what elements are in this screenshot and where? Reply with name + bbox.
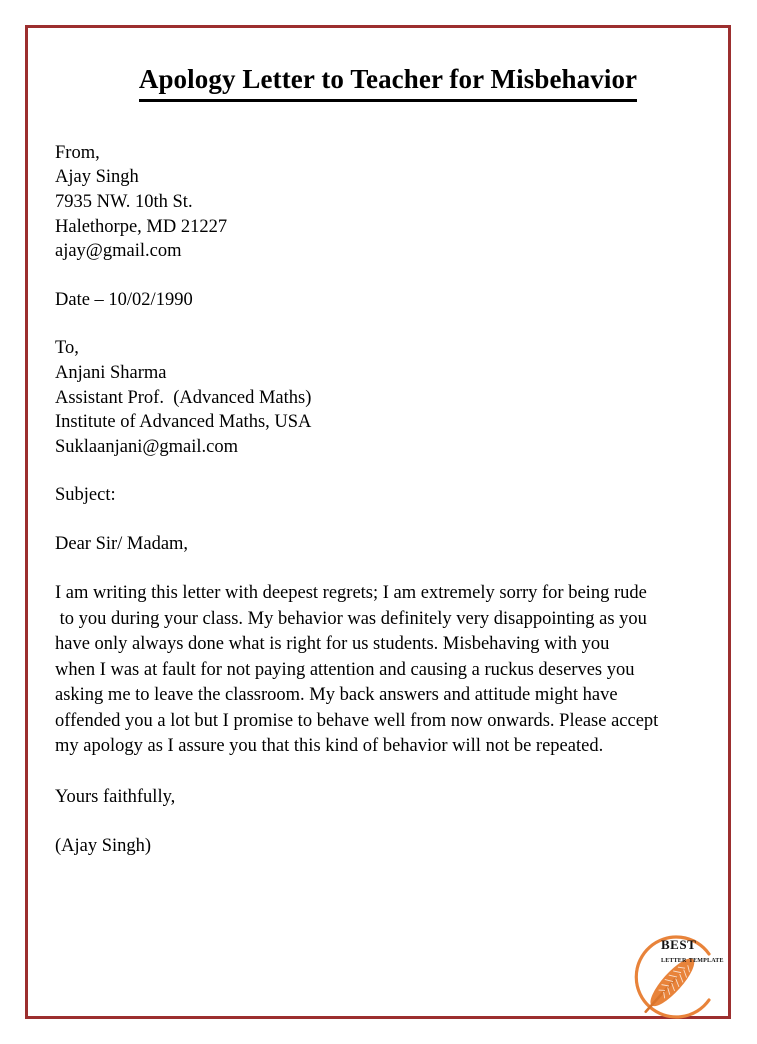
recipient-address-block: [55, 336, 721, 459]
sender-city-state-zip: Halethorpe, MD 21227: [55, 216, 228, 237]
recipient-email: Suklaanjani@gmail.com: [55, 436, 238, 457]
sender-street: 7935 NW. 10th St.: [55, 191, 193, 212]
subject-line: Subject:: [55, 485, 116, 506]
salutation: Dear Sir/ Madam,: [55, 533, 189, 554]
best-letter-template-logo: [613, 924, 731, 1026]
closing-block: [55, 785, 721, 810]
spacer-after-body: [55, 760, 721, 785]
logo-secondary-text: letter template: [661, 954, 724, 964]
spacer-after-sender: [55, 264, 721, 288]
salutation-block: [55, 532, 721, 557]
spacer-after-date: [55, 312, 721, 336]
signature-block: [55, 834, 721, 859]
spacer-after-subject: [55, 508, 721, 532]
body-line: asking me to leave the classroom. My back answers and attitude might have: [55, 685, 618, 706]
sender-address-block: [55, 141, 721, 264]
logo-primary-text: best: [661, 933, 697, 954]
recipient-designation: Assistant Prof. (Advanced Maths): [55, 387, 312, 408]
body-line: when I was at fault for not paying attention and causing a ruckus deserves you: [55, 659, 635, 680]
body-line: to you during your class. My behavior was definitely very disappointing as you: [55, 608, 647, 629]
letter-content: [25, 25, 731, 1019]
body-paragraph: [55, 581, 721, 760]
sender-heading: From,: [55, 142, 100, 163]
page-title-text: Apology Letter to Teacher for Misbehavior: [139, 63, 637, 102]
letter-body: [55, 141, 721, 858]
page-title: [55, 63, 721, 105]
recipient-heading: To,: [55, 338, 79, 359]
closing: Yours faithfully,: [55, 786, 176, 807]
spacer-after-closing: [55, 810, 721, 834]
spacer-after-recipient: [55, 459, 721, 483]
logo-wordmark: [661, 934, 724, 964]
body-line: I am writing this letter with deepest regrets; I am extremely sorry for being rude: [55, 583, 647, 604]
subject-block: [55, 483, 721, 508]
date-line: Date – 10/02/1990: [55, 289, 193, 310]
body-line: offended you a lot but I promise to behave well from now onwards. Please accept: [55, 710, 659, 731]
body-line: have only always done what is right for us students. Misbehaving with you: [55, 634, 610, 655]
date-block: [55, 288, 721, 313]
recipient-organization: Institute of Advanced Maths, USA: [55, 412, 312, 433]
spacer-after-salutation: [55, 556, 721, 581]
signature-name: (Ajay Singh): [55, 835, 152, 856]
sender-email: ajay@gmail.com: [55, 241, 182, 262]
recipient-name: Anjani Sharma: [55, 362, 167, 383]
body-line: my apology as I assure you that this kind of behavior will not be repeated.: [55, 736, 604, 757]
sender-name: Ajay Singh: [55, 167, 139, 188]
